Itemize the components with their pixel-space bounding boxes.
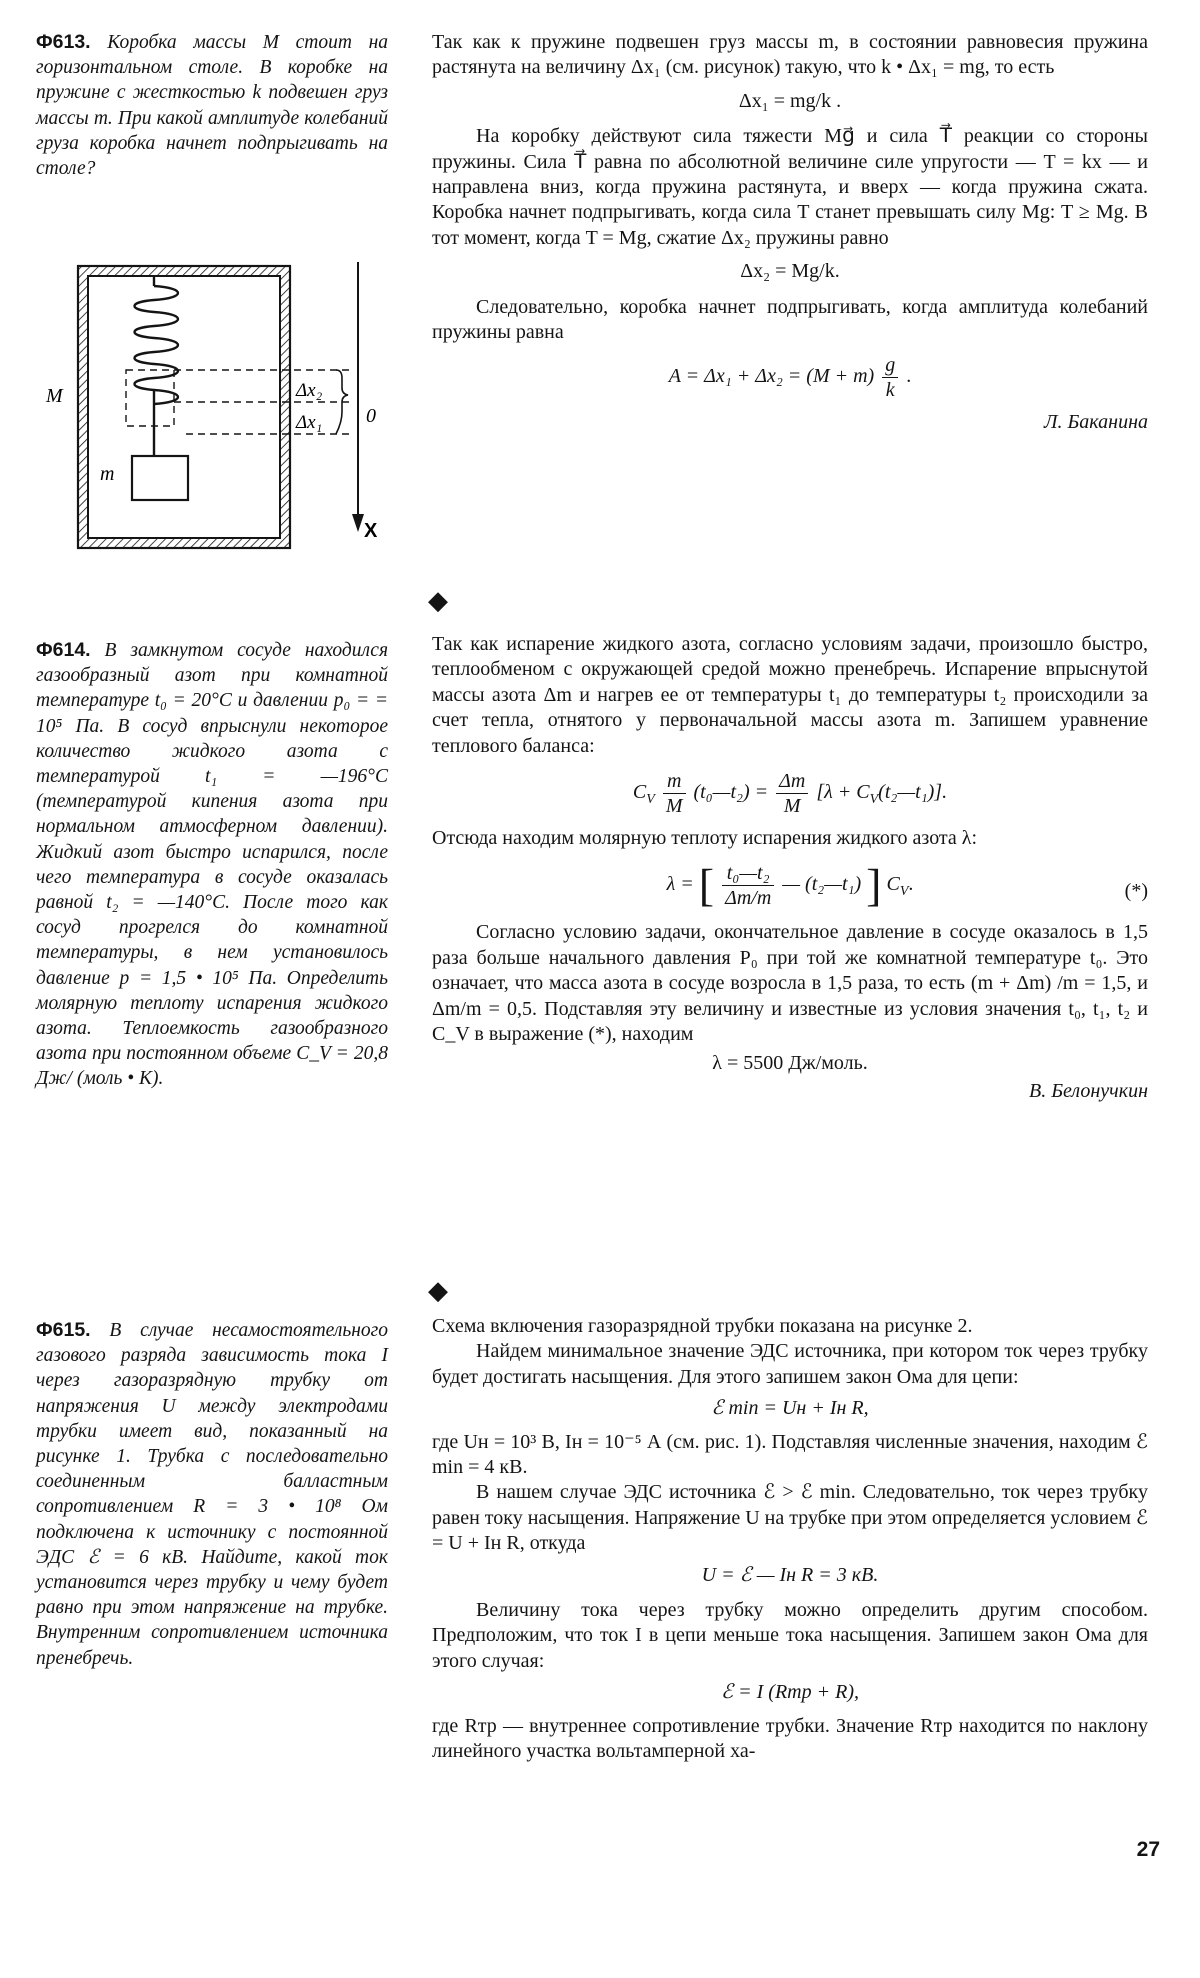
formula-613-3-den: k xyxy=(885,379,895,402)
solution-615-p3: где Uн = 10³ В, Iн = 10⁻⁵ А (см. рис. 1). Подставляя численные значения, находим ℰ min = 4 кВ. xyxy=(432,1430,1148,1479)
author-613: Л. Баканина xyxy=(1043,411,1148,434)
formula-614-2-c-sub: V xyxy=(899,884,909,900)
label-M: M xyxy=(46,385,63,407)
problem-615-solution xyxy=(432,1314,1148,1765)
formula-615-3: ℰ = I (Rтр + R), xyxy=(721,1681,859,1704)
formula-613-3 xyxy=(432,353,1148,402)
problem-613-text: Коробка массы M стоит на горизонтальном столе. В коробке на пружине с жесткостью k подвешен груз массы m. При какой амплитуде колебаний груза коробка начнет подпрыгивать на столе? xyxy=(36,32,389,180)
formula-614-2 xyxy=(432,861,1148,910)
formula-614-1-end-sub: V xyxy=(869,792,879,808)
solution-614-p2: Отсюда находим молярную теплоту испарения жидкого азота λ: xyxy=(432,827,978,850)
formula-614-2-lbracket: [ xyxy=(698,859,715,911)
problem-615-statement xyxy=(36,1318,388,1671)
formula-614-2-rbracket: ] xyxy=(866,859,882,911)
formula-615-1: ℰ min = Uн + Iн R, xyxy=(711,1397,869,1420)
solution-615-p4: В нашем случае ЭДС источника ℰ > ℰ min. Следовательно, ток через трубку равен току насыщения. Напряжение U на трубке при этом определяется условием ℰ = U + Iн R, откуда xyxy=(432,1481,1148,1555)
solution-613-p2: На коробку действуют сила тяжести Mg⃗ и сила T⃗ реакции со стороны пружины. Сила T⃗ равна по абсолютной величине силе упругости — T = kx — и направлена вниз, когда пружина растянута, и вверх — когда пружина сжата. Коробка начнет подпрыгивать, когда сила T станет превышать силу Mg: T ≥ Mg. В тот момент, когда T = Mg, сжатие Δx₂ пружины равно xyxy=(432,125,1148,249)
formula-614-2-tag: (*) xyxy=(1124,880,1148,903)
formula-614-2-mid: — (t₂—t₁) xyxy=(782,873,862,896)
formula-613-3-end: . xyxy=(906,365,912,388)
page-number: 27 xyxy=(1136,1838,1160,1861)
solution-613-p1: Так как к пружине подвешен груз массы m, в состоянии равновесия пружина растянута на величину Δx₁ (см. рисунок) такую, что k • Δx₁ = mg, то есть xyxy=(432,31,1148,79)
problem-614-text: В замкнутом сосуде находился газообразный азот при комнатной температуре t₀ = 20°C и давлении p₀ = = 10⁵ Па. В сосуд впрыснули некоторое количество жидкого азота с температурой t₁ = —196°C (температурой кипения азота при нормальном атмосферном давлении). Жидкий азот быстро испарился, после чего температура в сосуде оказалась равной t₂ = —140°C. После того как сосуд прогрелся до комнатной температуры, в нем установилось давление p = 1,5 • 10⁵ Па. Определить молярную теплоту испарения жидкого азота. Теплоемкость газообразного азота при постоянном объеме C_V = 20,8 Дж/ (моль • K). xyxy=(36,640,389,1090)
formula-614-1-num1: m xyxy=(663,769,686,794)
solution-613-p3: Следовательно, коробка начнет подпрыгивать, когда амплитуда колебаний пружины равна xyxy=(432,295,1148,344)
problem-614-label: Ф614. xyxy=(36,639,91,661)
solution-615-p6: где Rтр — внутреннее сопротивление трубки. Значение Rтр находится по наклону линейного участка вольтамперной ха- xyxy=(432,1714,1148,1763)
formula-614-2-num: t₀—t₂ xyxy=(722,861,774,886)
formula-614-1-den2: M xyxy=(783,795,801,818)
formula-614-1-end2: (t₂—t₁)]. xyxy=(878,781,948,804)
mass-m xyxy=(132,456,188,500)
formula-614-1-num2: Δm xyxy=(776,769,808,794)
formula-614-2-c: C xyxy=(886,873,900,896)
problem-613-statement xyxy=(36,30,388,181)
formula-613-3-left: A = Δx₁ + Δx₂ = (M + m) xyxy=(668,365,875,388)
separator-diamond-1: ◆ xyxy=(428,586,448,615)
solution-615-p1: Схема включения газоразрядной трубки показана на рисунке 2. xyxy=(432,1315,973,1337)
formula-614-1-frac1 xyxy=(663,769,686,818)
problem-613-label: Ф613. xyxy=(36,31,91,53)
formula-614-1-c-sub: V xyxy=(646,792,655,808)
formula-613-2: Δx₂ = Mg/k. xyxy=(740,260,840,283)
formula-614-1-c: C xyxy=(632,781,647,804)
separator-diamond-2: ◆ xyxy=(428,1276,448,1305)
label-dx1: Δx₁ xyxy=(296,412,323,433)
problem-615-label: Ф615. xyxy=(36,1319,91,1341)
problem-615-text: В случае несамостоятельного газового разряда зависимость тока I через газоразрядную трубку от напряжения U между электродами трубки имеет вид, показанный на рисунке 1. Трубка с последовательно соединенным балластным сопротивлением R = 3 • 10⁸ Ом подключена к источнику с постоянной ЭДС ℰ = 6 кВ. Найдите, какой ток установится через трубку и чему будет равно при этом напряжение на трубке. Внутренним сопротивлением источника пренебречь. xyxy=(36,1320,388,1669)
formula-613-3-frac xyxy=(882,353,898,402)
label-X: X xyxy=(364,520,378,542)
author-614: В. Белонучкин xyxy=(1029,1079,1148,1102)
formula-613-1: Δx₁ = mg/k . xyxy=(738,89,842,112)
problem-613-solution xyxy=(432,30,1148,436)
problem-613-figure xyxy=(36,252,396,552)
formula-614-3: λ = 5500 Дж/моль. xyxy=(712,1052,868,1075)
formula-614-2-left: λ = xyxy=(666,873,694,896)
formula-614-1-mid: (t₀—t₂) = xyxy=(693,781,769,804)
formula-614-2-dot: . xyxy=(908,873,914,896)
solution-615-p5: Величину тока через трубку можно определить другим способом. Предположим, что ток I в цепи меньше тока насыщения. Запишем закон Ома для этого случая: xyxy=(432,1599,1148,1672)
formula-613-3-num: g xyxy=(882,353,898,378)
label-dx2: Δx₂ xyxy=(296,380,323,401)
formula-614-1-den1: M xyxy=(665,795,683,818)
solution-615-p2: Найдем минимальное значение ЭДС источника, при котором ток через трубку будет достигать насыщения. Для этого запишем закон Ома для цепи: xyxy=(432,1340,1148,1388)
solution-614-p3: Согласно условию задачи, окончательное давление в сосуде оказалось в 1,5 раза больше начального давления P₀ при той же комнатной температуре t₀. Это означает, что масса азота в сосуде возросла в 1,5 раза, то есть (m + Δm) /m = 1,5, и Δm/m = 0,5. Подставляя эту величину и известные из условия значения t₀, t₁, t₂ и C_V в выражение (*), находим xyxy=(432,921,1148,1046)
problem-614-statement xyxy=(36,638,388,1092)
formula-614-1 xyxy=(432,769,1148,818)
label-O: 0 xyxy=(366,405,376,427)
formula-614-1-frac2 xyxy=(776,769,808,818)
formula-615-2: U = ℰ — Iн R = 3 кВ. xyxy=(701,1563,879,1586)
x-axis-arrow xyxy=(352,514,364,532)
solution-614-p1: Так как испарение жидкого азота, согласно условиям задачи, произошло быстро, теплообменом с окружающей средой можно пренебречь. Испарение впрыснутой массы азота Δm и нагрев ее от температуры t₁ до температуры t₂ происходили за счет тепла, отнятого у первоначальной массы азота m. Запишем уравнение теплового баланса: xyxy=(432,633,1148,757)
label-m: m xyxy=(100,463,115,485)
problem-614-solution xyxy=(432,632,1148,1104)
formula-614-2-frac xyxy=(722,861,774,910)
formula-614-2-den: Δm/m xyxy=(725,887,772,910)
formula-614-1-end: [λ + C xyxy=(816,781,870,804)
